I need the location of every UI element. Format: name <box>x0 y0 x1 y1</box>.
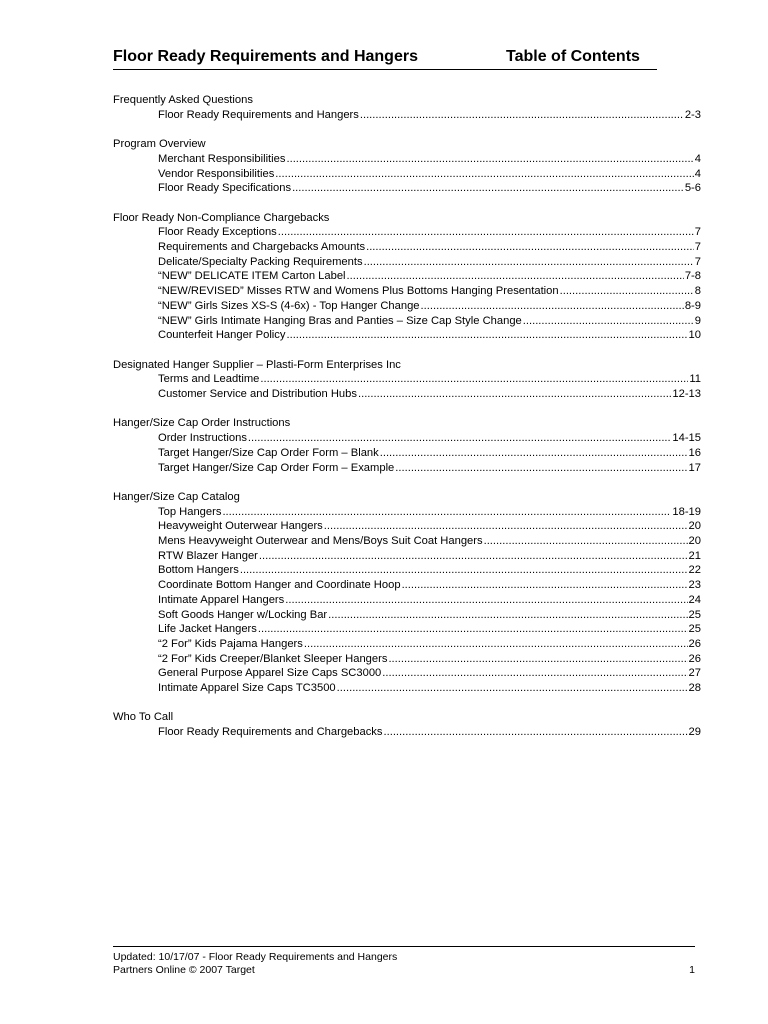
toc-entry-label: “NEW” DELICATE ITEM Carton Label <box>158 270 346 283</box>
toc-entry[interactable] <box>113 269 701 284</box>
dot-leader <box>278 225 694 240</box>
toc-entry[interactable] <box>113 637 701 652</box>
toc-entry[interactable] <box>113 284 701 299</box>
toc-entry[interactable] <box>113 593 701 608</box>
toc-entry[interactable] <box>113 299 701 314</box>
toc-section-title: Hanger/Size Cap Catalog <box>113 490 240 503</box>
toc-entry-page: 7 <box>694 241 701 253</box>
dot-leader <box>364 255 694 270</box>
toc-section-title: Designated Hanger Supplier – Plasti-Form Enterprises Inc <box>113 358 401 371</box>
dot-leader <box>523 314 694 329</box>
toc-entry-label: Requirements and Chargebacks Amounts <box>158 241 366 253</box>
dot-leader <box>388 652 687 667</box>
toc-entry-page: 9 <box>694 314 701 327</box>
toc-entry-page: 20 <box>688 520 701 533</box>
dot-leader <box>324 519 688 534</box>
toc-entry-label: “NEW” Girls Sizes XS-S (4-6x) - Top Hanger Change <box>158 299 420 312</box>
toc-entry-page: 18-19 <box>672 505 701 518</box>
dot-leader <box>384 725 688 740</box>
toc-entry[interactable] <box>113 563 701 578</box>
toc-entry-page: 7 <box>694 226 701 239</box>
toc-entry[interactable] <box>113 372 701 387</box>
dot-leader <box>222 505 671 520</box>
table-of-contents <box>113 93 701 755</box>
dot-leader <box>328 608 687 623</box>
toc-entry-page: 7-8 <box>684 270 701 283</box>
toc-entry-label: Intimate Apparel Size Caps TC3500 <box>158 682 336 695</box>
toc-entry-label: Coordinate Bottom Hanger and Coordinate Hoop <box>158 579 401 592</box>
toc-entry[interactable] <box>113 152 701 167</box>
dot-leader <box>275 167 693 182</box>
dot-leader <box>260 372 688 387</box>
table-of-contents-heading: Table of Contents <box>506 48 640 65</box>
dot-leader <box>402 578 688 593</box>
dot-leader <box>560 284 694 299</box>
toc-entry-label: Merchant Responsibilities <box>158 152 286 165</box>
document-title: Floor Ready Requirements and Hangers <box>113 48 418 65</box>
dot-leader <box>304 637 688 652</box>
toc-entry-label: RTW Blazer Hanger <box>158 549 258 562</box>
toc-section-title: Hanger/Size Cap Order Instructions <box>113 417 291 430</box>
toc-entry[interactable] <box>113 225 701 240</box>
toc-entry-page: 21 <box>688 549 701 562</box>
toc-entry-label: Terms and Leadtime <box>158 373 260 386</box>
toc-entry-page: 25 <box>688 608 701 621</box>
toc-entry[interactable] <box>113 578 701 593</box>
toc-entry-label: Floor Ready Exceptions <box>158 226 277 239</box>
toc-entry[interactable] <box>113 314 701 329</box>
toc-entry[interactable] <box>113 681 701 696</box>
toc-entry-page: 26 <box>688 637 701 650</box>
toc-entry-page: 5-6 <box>684 182 701 195</box>
toc-entry-label: Delicate/Specialty Packing Requirements <box>158 255 363 268</box>
footer-copyright: Partners Online © 2007 Target <box>113 964 255 976</box>
toc-entry[interactable] <box>113 534 701 549</box>
toc-entry-page: 17 <box>688 461 701 474</box>
dot-leader <box>366 240 694 255</box>
toc-entry-page: 14-15 <box>672 432 701 445</box>
toc-entry[interactable] <box>113 519 701 534</box>
dot-leader <box>286 152 693 167</box>
toc-entry-label: Target Hanger/Size Cap Order Form – Example <box>158 461 395 474</box>
dot-leader <box>347 269 684 284</box>
dot-leader <box>240 563 688 578</box>
toc-entry-label: Vendor Responsibilities <box>158 167 275 180</box>
toc-section <box>113 137 701 196</box>
footer-page-number: 1 <box>689 964 695 976</box>
dot-leader <box>382 666 687 681</box>
toc-entry-label: Top Hangers <box>158 505 222 518</box>
toc-entry-label: “2 For” Kids Pajama Hangers <box>158 637 303 650</box>
toc-entry[interactable] <box>113 725 701 740</box>
dot-leader <box>358 387 671 402</box>
toc-entry-label: Floor Ready Requirements and Chargebacks <box>158 726 383 739</box>
toc-entry-label: “2 For” Kids Creeper/Blanket Sleeper Hangers <box>158 652 388 665</box>
toc-entry-page: 16 <box>688 446 701 459</box>
dot-leader <box>337 681 688 696</box>
toc-entry[interactable] <box>113 240 701 255</box>
dot-leader <box>258 622 688 637</box>
toc-entry[interactable] <box>113 505 701 520</box>
toc-entry-page: 27 <box>688 667 701 680</box>
toc-entry[interactable] <box>113 608 701 623</box>
toc-entry-page: 12-13 <box>672 388 701 401</box>
toc-entry-page: 7 <box>694 255 701 268</box>
toc-section-title: Floor Ready Non-Compliance Chargebacks <box>113 211 330 224</box>
toc-entry[interactable] <box>113 622 701 637</box>
toc-entry-label: General Purpose Apparel Size Caps SC3000 <box>158 667 382 680</box>
toc-entry-page: 20 <box>688 535 701 548</box>
toc-entry-label: Heavyweight Outerwear Hangers <box>158 520 323 533</box>
dot-leader <box>286 328 687 343</box>
toc-entry[interactable] <box>113 549 701 564</box>
toc-section-title: Who To Call <box>113 711 174 724</box>
dot-leader <box>259 549 688 564</box>
toc-entry[interactable] <box>113 431 701 446</box>
toc-entry-page: 4 <box>694 167 701 180</box>
toc-section-title: Frequently Asked Questions <box>113 94 253 106</box>
dot-leader <box>395 461 687 476</box>
toc-entry-page: 11 <box>689 373 701 386</box>
toc-entry-label: Life Jacket Hangers <box>158 623 257 636</box>
toc-entry-label: Soft Goods Hanger w/Locking Bar <box>158 608 328 621</box>
toc-entry[interactable] <box>113 652 701 667</box>
toc-entry-label: “NEW” Girls Intimate Hanging Bras and Panties – Size Cap Style Change <box>158 314 522 327</box>
toc-section <box>113 416 701 475</box>
toc-entry[interactable] <box>113 461 701 476</box>
dot-leader <box>285 593 687 608</box>
toc-entry-page: 24 <box>688 593 701 606</box>
dot-leader <box>360 108 684 123</box>
toc-entry-page: 25 <box>688 623 701 636</box>
toc-section <box>113 710 701 739</box>
toc-entry-page: 29 <box>688 726 701 739</box>
toc-entry-label: “NEW/REVISED” Misses RTW and Womens Plus Bottoms Hanging Presentation <box>158 285 559 298</box>
toc-entry-label: Counterfeit Hanger Policy <box>158 329 286 342</box>
toc-entry[interactable] <box>113 387 701 402</box>
dot-leader <box>421 299 684 314</box>
toc-entry-page: 26 <box>688 652 701 665</box>
toc-entry[interactable] <box>113 167 701 182</box>
toc-entry-page: 8-9 <box>684 299 701 312</box>
page-footer <box>113 946 695 977</box>
toc-entry-label: Intimate Apparel Hangers <box>158 593 285 606</box>
toc-entry-label: Floor Ready Requirements and Hangers <box>158 108 359 121</box>
toc-entry-page: 22 <box>688 564 701 577</box>
toc-section <box>113 490 701 696</box>
footer-updated-text: Updated: 10/17/07 - Floor Ready Requirements and Hangers <box>113 951 398 963</box>
toc-entry[interactable] <box>113 181 701 196</box>
dot-leader <box>292 181 684 196</box>
page-header <box>113 47 657 70</box>
toc-entry[interactable] <box>113 255 701 270</box>
toc-entry-page: 4 <box>694 152 701 165</box>
dot-leader <box>484 534 688 549</box>
dot-leader <box>380 446 688 461</box>
toc-entry-page: 8 <box>694 285 701 298</box>
toc-entry-page: 10 <box>688 329 701 342</box>
toc-section <box>113 211 701 343</box>
toc-section <box>113 93 701 122</box>
toc-entry-label: Bottom Hangers <box>158 564 239 577</box>
toc-entry[interactable] <box>113 108 701 123</box>
toc-entry[interactable] <box>113 666 701 681</box>
toc-entry[interactable] <box>113 446 701 461</box>
toc-entry-page: 28 <box>688 682 701 695</box>
toc-entry-label: Mens Heavyweight Outerwear and Mens/Boys Suit Coat Hangers <box>158 535 483 548</box>
toc-section <box>113 358 701 402</box>
toc-section-title: Program Overview <box>113 138 206 151</box>
toc-entry-label: Order Instructions <box>158 432 247 445</box>
toc-entry-label: Customer Service and Distribution Hubs <box>158 388 357 401</box>
dot-leader <box>248 431 671 446</box>
toc-entry-label: Floor Ready Specifications <box>158 182 292 195</box>
toc-entry-label: Target Hanger/Size Cap Order Form – Blank <box>158 446 379 459</box>
toc-entry-page: 23 <box>688 579 701 592</box>
toc-entry-page: 2-3 <box>684 108 701 121</box>
toc-entry[interactable] <box>113 328 701 343</box>
